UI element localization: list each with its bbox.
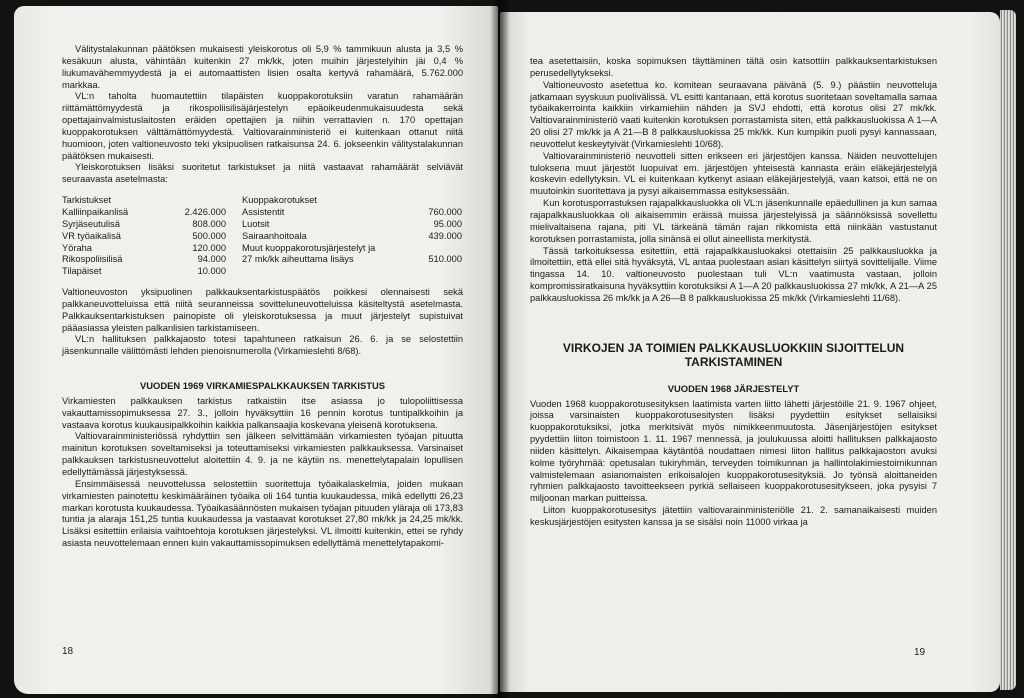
table-cell: Luotsit bbox=[242, 218, 270, 229]
table-header-right: Kuoppakorotukset bbox=[242, 195, 317, 206]
table-cell: Yöraha bbox=[62, 242, 92, 253]
table-cell: Kalliinpaikanlisä bbox=[62, 206, 129, 217]
left-page bbox=[14, 6, 498, 694]
table-cell bbox=[410, 266, 462, 278]
table-row bbox=[62, 207, 462, 219]
table-cell: 439.000 bbox=[428, 230, 462, 241]
table-cell: 510.000 bbox=[428, 254, 462, 265]
section-heading: VUODEN 1969 VIRKAMIESPALKKAUKSEN TARKISTUS bbox=[140, 380, 385, 392]
table-cell: Rikospoliisilisä bbox=[62, 254, 123, 265]
page-edges bbox=[1000, 10, 1016, 690]
adjustments-table bbox=[62, 195, 462, 278]
paragraph: VL:n hallituksen palkkajaosto totesi tapahtuneen ratkaisun 26. 6. ja se selostettiin jäsenkunnalle välittömästi lehden pienoisnumerolla (Virkamieslehti 8/68). bbox=[62, 334, 463, 357]
paragraph: Liiton kuoppakorotusesitys jätettiin valtiovarainministeriölle 21. 2. samanaikaisesti muiden keskusjärjestöjen esitysten kanssa ja se sisälsi noin 11000 virkaa ja bbox=[530, 505, 937, 527]
table-row bbox=[62, 254, 462, 266]
table-cell: 27 mk/kk aiheuttama lisäys bbox=[242, 254, 354, 265]
page-number: 18 bbox=[62, 646, 74, 657]
paragraph: Valtiovarainministeriössä ryhdyttiin sen jälkeen selvittämään virkamiesten työajan pituutta mainitun korotuksen soveltamiseksi ja toteuttamiseksi virkamiesten palkkauksessa. Varsinaiset palkkauksen tarkistusneuvottelut aloitettiin 4. 9. ja ne käytiin ns. menettelytapalain lopullisen edellyttämässä järjestyksessä. bbox=[62, 431, 463, 477]
paragraph: Virkamiesten palkkauksen tarkistus ratkaistiin itse asiassa jo tulopoliittisessa vakauttamissopimuksessa 27. 3., jolloin hyväksyttiin 16 pennin korotus tuntipalkkoihin ja vastaava korotus kuukausipalkkoihin kaikkia palkansaajia koskevana yleisenä korotuksena. bbox=[62, 395, 463, 430]
paragraph: Tässä tarkoituksessa esitettiin, että rajapalkkausluokaksi otettaisiin 25 palkkausluokka ja ilmoitettiin, että ellei sitä hyväksytä, VL antaa puolestaan asian käsittelyn siirtyä sovittelijalle. Viime tingassa 14. 10. valtioneuvosto puolestaan tuli VL:n vaatimusta vastaan, jolloin kompromissiratkaisuna hyväksyttiin korotuksiksi A 1—A 20 palkkausluokissa 27 mk/kk, A 21—A 25 palkkausluokissa 26 mk/kk ja A 26—B 8 palkkausluokissa 25 mk/kk (Virkamieslehti 11/68). bbox=[530, 245, 937, 303]
paragraph: Välitystalakunnan päätöksen mukaisesti yleiskorotus oli 5,9 % tammikuun alusta ja 3,5 % kesäkuun alusta, vähintään kuitenkin 27 mk/kk, joten muihin järjestelyihin jäi 0,4 % liukumavähemmyydestä ja ei automaattisten lisien osalta kertyvä rahamäärä, 5.762.000 markkaa. bbox=[62, 44, 463, 90]
paragraph: Kun korotusporrastuksen rajapalkkausluokka oli VL:n jäsenkunnalle epäedullinen ja kun samaa rajapalkkausluokkaa oli aikaisemmin eräissä muissa järjestelyissä ja säännöksissä sovellettu mielivaltaisena rajana, piti VL tärkeänä tämän rajan rikkomista että niinkään vastustanut korotuksen porrastamista, jolla sinänsä ei ollut aineellista merkitystä. bbox=[530, 198, 937, 244]
book-gutter bbox=[490, 0, 510, 698]
table-cell: 760.000 bbox=[428, 206, 462, 217]
table-cell: VR työaikalisä bbox=[62, 230, 121, 241]
page-number: 19 bbox=[914, 647, 926, 658]
paragraph: Vuoden 1968 kuoppakorotusesityksen laatimista varten liitto lähetti järjestöille 21. 9. 1967 ohjeet, joissa varsinaisten kuoppakorotusesitysten lisäksi pyydettiin esitykset sellaisiksi kuoppakorotuksiksi, jotka merkitsivät myös nimikkeenmuutosta. Jäsenjärjestöjen esitykset pyydettiin liiton toimistoon 1. 11. 1967 mennessä, ja joulukuussa aloitti hallituksen palkkajaosto niiden käsittelyn. Aikaisempaa käytäntöä noudattaen nimesi liiton hallitus palkkajaoston avuksi kolme työryhmää: opetusalan tukiryhmän, terveyden toimikunnan ja hallintolakimiestoimikunnan valmistelemaan asianomaisten erikoisalojen kuoppakorotusesityksiä. Jo työnsä aloittaneiden ryhmien palkkajaosto tavoitteekseen pyrkiä sellaiseen kuoppakorotusesitykseen, joka pysyisi 7 miljoonan markan puitteissa. bbox=[530, 398, 937, 504]
left-text-column bbox=[62, 44, 463, 550]
right-text-column bbox=[530, 56, 937, 529]
section-heading: VIRKOJEN JA TOIMIEN PALKKAUSLUOKKIIN SIJOITTELUN TARKISTAMINEN bbox=[562, 340, 905, 369]
paragraph: tea asetettaisiin, koska sopimuksen täyttäminen tältä osin katsottiin palkkauksentarkistuksen perusedellytykseksi. bbox=[530, 56, 937, 78]
paragraph: Ensimmäisessä neuvottelussa selostettiin suoritettuja työaikalaskelmia, joiden mukaan virkamiesten painotettu keskimääräinen työaika oli 164 tuntia kuukaudessa, mikä edellytti 26,23 markan korotusta kuukaudessa. Työaikasäännösten mukaisen työajan pituuden yläraja oli 173,83 tuntia ja alaraja 151,25 tuntia kuukaudessa ja vastaavat korotukset 27,80 mk/kk ja 24,25 mk/kk. Lisäksi esitettiin erilaisia vaihtoehtoja korotuksen järjestelyksi. VL ilmoitti kuitenkin, ettei se ryhdy asiasta neuvottelemaan ennen kuin vakauttamissopimuksen edellyttämä menettelytapakomi- bbox=[62, 478, 463, 549]
table-cell: Tilapäiset bbox=[62, 266, 102, 277]
table-cell: Sairaanhoitoala bbox=[242, 230, 307, 241]
paragraph: VL:n taholta huomautettiin tilapäisten kuoppakorotuksiin varatun rahamäärän riittämättömyydestä ja rikospoliisilisäjärjestelyn epäoikeudenmukaisuudesta sekä opettajainvalmistuslaitosten eräiden opettajien ja niihin verrattavien n. 170 opettajan kuoppakorotuksen välttämättömyydestä. Valtiovarainministeriö ei kuitenkaan ottanut niitä huomioon, joten valtioneuvosto teki yksipuolisen ratkaisunsa 24. 6. jokseenkin välitystalakunnan päätöksen mukaisesti. bbox=[62, 91, 463, 161]
table-row bbox=[62, 219, 462, 231]
table-header-left: Tarkistukset bbox=[62, 195, 112, 206]
table-cell: 10.000 bbox=[197, 266, 226, 277]
table-cell: 500.000 bbox=[192, 230, 226, 241]
paragraph: Valtiovarainministeriö neuvotteli sitten erikseen eri järjestöjen kanssa. Näiden neuvottelujen tuloksena muut järjestöt luopuivat em. järjestöjen yhteisestä kannasta eräin eläkejärjestelyjä koskevin edellytyksin. VL ei kuitenkaan kytkenyt asiaan eläkejärjestelyjä, vaan katsoi, että ne on muutoinkin suoritettava ja pysyi aikaisemmassa esityksessään. bbox=[530, 150, 937, 197]
table-cell bbox=[242, 266, 410, 278]
right-page bbox=[500, 12, 1000, 692]
paragraph: Yleiskorotuksen lisäksi suoritetut tarkistukset ja niitä vastaavat rahamäärät selviävät seuraavasta asetelmasta: bbox=[62, 162, 463, 185]
table-cell bbox=[410, 243, 462, 255]
table-cell: 2.426.000 bbox=[184, 206, 226, 217]
table-cell: 95.000 bbox=[433, 218, 462, 229]
table-row bbox=[62, 266, 462, 278]
paragraph: Valtioneuvoston yksipuolinen palkkauksentarkistuspäätös poikkesi olennaisesti sekä palkkaneuvotteluissa että niitä seuranneissa sovitteluneuvotteluissa käsiteltystä asetelmasta. Palkkauksentarkistuksen painopiste oli yleiskorotuksessa ja muut järjestelyt supistuivat pääasiassa yleisten palkanlisien tarkistamiseen. bbox=[62, 287, 463, 333]
table-cell: Syrjäseutulisä bbox=[62, 218, 120, 229]
subsection-heading: VUODEN 1968 JÄRJESTELYT bbox=[667, 382, 800, 394]
table-row bbox=[62, 243, 462, 255]
table-cell: Assistentit bbox=[242, 206, 285, 217]
table-row bbox=[62, 231, 462, 243]
table-cell: 120.000 bbox=[192, 242, 226, 253]
table-cell: 94.000 bbox=[197, 254, 226, 265]
paragraph: Valtioneuvosto asetettua ko. komitean seuraavana päivänä (5. 9.) päästiin neuvotteluja jatkamaan syyskuun puolivälissä. VL esitti kantanaan, että korotus suoritetaan soveltamalla samaa työaikakerrointa kaikkiin virkamiehiin nähden ja SVJ ehdotti, että korotus olisi 27 mk/kk. Valtiovarainministeriö vaati kuitenkin korotuksen porrastamista siten, että palkkausluokissa A 1—A 20 olisi 27 mk/kk ja A 21—B 8 palkkausluokissa 25 mk/kk. Kun kumpikin puoli pysyi kannassaan, neuvottelut keskeytyivät (Virkamieslehti 10/68). bbox=[530, 79, 937, 149]
table-cell: 808.000 bbox=[192, 218, 226, 229]
table-cell: Muut kuoppakorotusjärjestelyt ja bbox=[242, 242, 376, 253]
